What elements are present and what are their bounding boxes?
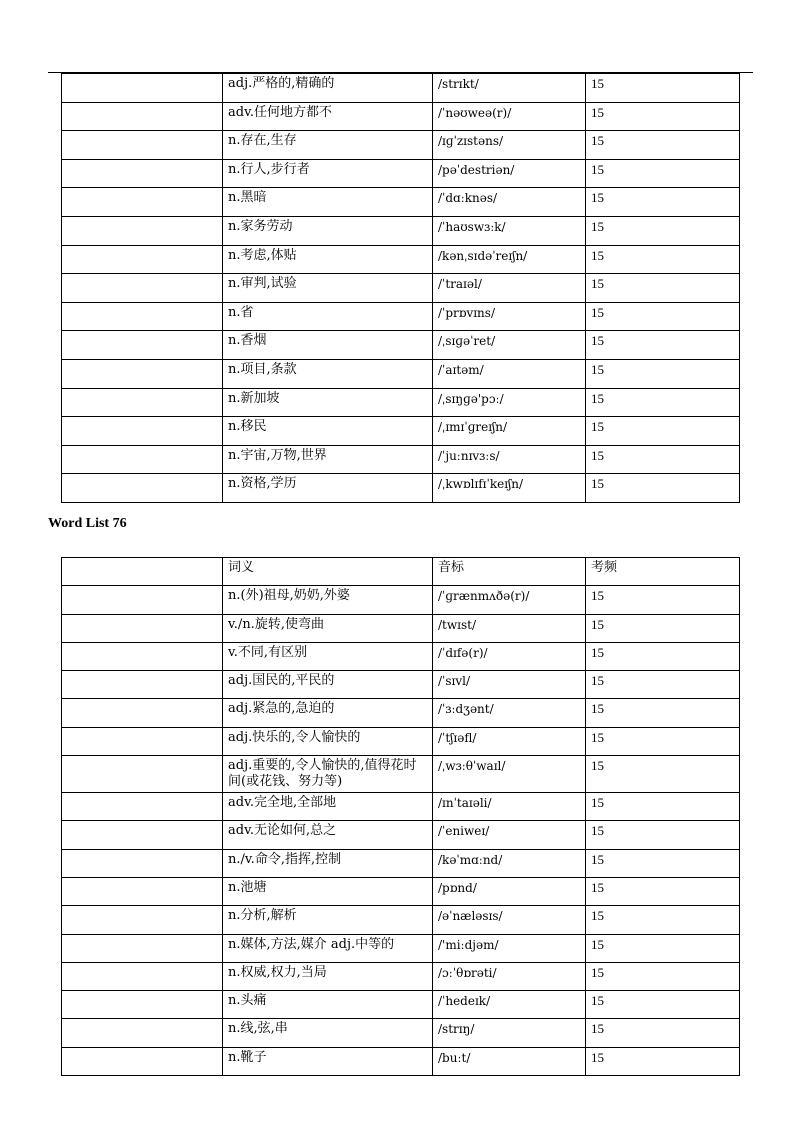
phonetic-cell: /ɪnˈtaɪəli/	[433, 793, 586, 821]
frequency-cell: 15	[586, 727, 740, 755]
phonetic-cell: /twɪst/	[433, 614, 586, 642]
frequency-cell: 15	[586, 131, 740, 160]
frequency-cell: 15	[586, 991, 740, 1019]
meaning-cell: n.行人,步行者	[223, 159, 433, 188]
phonetic-cell: /pɒnd/	[433, 877, 586, 905]
word-cell	[62, 74, 223, 103]
frequency-cell: 15	[586, 793, 740, 821]
frequency-cell: 15	[586, 877, 740, 905]
meaning-cell: n.考虑,体贴	[223, 245, 433, 274]
word-table-list-76	[61, 557, 740, 1076]
phonetic-cell: /strɪkt/	[433, 74, 586, 103]
word-cell	[62, 877, 223, 905]
table-row	[62, 877, 740, 905]
meaning-cell: n.分析,解析	[223, 906, 433, 934]
frequency-cell: 15	[586, 302, 740, 331]
phonetic-cell: /ˈeniweɪ/	[433, 821, 586, 849]
phonetic-cell: /ˈaɪtəm/	[433, 359, 586, 388]
table-row	[62, 756, 740, 793]
word-cell	[62, 962, 223, 990]
table-row	[62, 934, 740, 962]
frequency-cell: 15	[586, 1047, 740, 1075]
phonetic-cell: /ˈtraɪəl/	[433, 274, 586, 303]
phonetic-cell: /ˈjuːnɪvɜːs/	[433, 445, 586, 474]
phonetic-cell: /'miːdjəm/	[433, 934, 586, 962]
table-row	[62, 445, 740, 474]
frequency-cell: 15	[586, 102, 740, 131]
meaning-cell: n.池塘	[223, 877, 433, 905]
word-cell	[62, 245, 223, 274]
word-cell	[62, 727, 223, 755]
frequency-cell: 15	[586, 821, 740, 849]
phonetic-cell: /ˈhaʊswɜːk/	[433, 216, 586, 245]
word-cell	[62, 188, 223, 217]
word-cell	[62, 991, 223, 1019]
table-row	[62, 302, 740, 331]
word-cell	[62, 102, 223, 131]
word-cell	[62, 793, 223, 821]
table-row	[62, 642, 740, 670]
frequency-cell: 15	[586, 159, 740, 188]
word-cell	[62, 302, 223, 331]
header-meaning: 词义	[223, 558, 433, 586]
phonetic-cell: /ˈsɪvl/	[433, 671, 586, 699]
table-row	[62, 962, 740, 990]
meaning-cell: adj.紧急的,急迫的	[223, 699, 433, 727]
table-row	[62, 245, 740, 274]
word-cell	[62, 699, 223, 727]
table-row	[62, 359, 740, 388]
table-row	[62, 216, 740, 245]
table-row	[62, 849, 740, 877]
word-cell	[62, 274, 223, 303]
meaning-cell: adj.重要的,令人愉快的,值得花时间(或花钱、努力等)	[223, 756, 433, 793]
frequency-cell: 15	[586, 962, 740, 990]
table-row	[62, 388, 740, 417]
meaning-cell: n.家务劳动	[223, 216, 433, 245]
meaning-cell: n./v.命令,指挥,控制	[223, 849, 433, 877]
word-cell	[62, 445, 223, 474]
frequency-cell: 15	[586, 934, 740, 962]
word-cell	[62, 671, 223, 699]
phonetic-cell: /ˈɡrænmʌðə(r)/	[433, 586, 586, 614]
word-cell	[62, 586, 223, 614]
word-cell	[62, 934, 223, 962]
meaning-cell: v./n.旋转,使弯曲	[223, 614, 433, 642]
meaning-cell: n.靴子	[223, 1047, 433, 1075]
table-row	[62, 159, 740, 188]
word-cell	[62, 159, 223, 188]
table-row	[62, 102, 740, 131]
meaning-cell: n.移民	[223, 417, 433, 446]
frequency-cell: 15	[586, 642, 740, 670]
phonetic-cell: /buːt/	[433, 1047, 586, 1075]
meaning-cell: n.项目,条款	[223, 359, 433, 388]
word-cell	[62, 388, 223, 417]
frequency-cell: 15	[586, 245, 740, 274]
phonetic-cell: /pəˈdestriən/	[433, 159, 586, 188]
header-word-cell	[62, 558, 223, 586]
phonetic-cell: /ˈɜːdʒənt/	[433, 699, 586, 727]
table-row	[62, 793, 740, 821]
meaning-cell: n.(外)祖母,奶奶,外婆	[223, 586, 433, 614]
table-row	[62, 274, 740, 303]
table-row	[62, 188, 740, 217]
phonetic-cell: /əˈnæləsɪs/	[433, 906, 586, 934]
frequency-cell: 15	[586, 906, 740, 934]
phonetic-cell: /ˈdɑːknəs/	[433, 188, 586, 217]
meaning-cell: n.宇宙,万物,世界	[223, 445, 433, 474]
frequency-cell: 15	[586, 474, 740, 503]
word-cell	[62, 359, 223, 388]
word-cell	[62, 1047, 223, 1075]
meaning-cell: n.权威,权力,当局	[223, 962, 433, 990]
table-row	[62, 1019, 740, 1047]
table-row	[62, 1047, 740, 1075]
meaning-cell: n.存在,生存	[223, 131, 433, 160]
phonetic-cell: /ˈhedeɪk/	[433, 991, 586, 1019]
header-frequency: 考频	[586, 558, 740, 586]
word-table-continued-body	[62, 74, 740, 503]
word-table-list-76-body	[62, 558, 740, 1076]
word-cell	[62, 756, 223, 793]
frequency-cell: 15	[586, 274, 740, 303]
table-row	[62, 821, 740, 849]
phonetic-cell: /ɪɡˈzɪstəns/	[433, 131, 586, 160]
meaning-cell: n.香烟	[223, 331, 433, 360]
phonetic-cell: /strɪŋ/	[433, 1019, 586, 1047]
frequency-cell: 15	[586, 671, 740, 699]
phonetic-cell: /ˌkwɒlɪfɪˈkeɪʃn/	[433, 474, 586, 503]
table-row	[62, 727, 740, 755]
word-cell	[62, 216, 223, 245]
word-cell	[62, 642, 223, 670]
frequency-cell: 15	[586, 388, 740, 417]
frequency-cell: 15	[586, 359, 740, 388]
meaning-cell: n.头痛	[223, 991, 433, 1019]
word-cell	[62, 1019, 223, 1047]
meaning-cell: adj.严格的,精确的	[223, 74, 433, 103]
table-row	[62, 699, 740, 727]
table-row	[62, 671, 740, 699]
word-cell	[62, 821, 223, 849]
table-row	[62, 417, 740, 446]
table-row	[62, 331, 740, 360]
word-table-continued	[61, 73, 740, 503]
word-cell	[62, 331, 223, 360]
meaning-cell: n.新加坡	[223, 388, 433, 417]
frequency-cell: 15	[586, 216, 740, 245]
frequency-cell: 15	[586, 1019, 740, 1047]
meaning-cell: n.媒体,方法,媒介 adj.中等的	[223, 934, 433, 962]
table-row	[62, 614, 740, 642]
phonetic-cell: /kənˌsɪdəˈreɪʃn/	[433, 245, 586, 274]
meaning-cell: adv.无论如何,总之	[223, 821, 433, 849]
word-cell	[62, 417, 223, 446]
meaning-cell: n.线,弦,串	[223, 1019, 433, 1047]
meaning-cell: adv.完全地,全部地	[223, 793, 433, 821]
frequency-cell: 15	[586, 699, 740, 727]
table-row	[62, 906, 740, 934]
meaning-cell: n.审判,试验	[223, 274, 433, 303]
phonetic-cell: /ˌwɜːθˈwaɪl/	[433, 756, 586, 793]
table-row	[62, 131, 740, 160]
phonetic-cell: /ˌsɪɡəˈret/	[433, 331, 586, 360]
meaning-cell: adj.国民的,平民的	[223, 671, 433, 699]
phonetic-cell: /ˈprɒvɪns/	[433, 302, 586, 331]
phonetic-cell: /ˈtʃɪəfl/	[433, 727, 586, 755]
frequency-cell: 15	[586, 417, 740, 446]
meaning-cell: adj.快乐的,令人愉快的	[223, 727, 433, 755]
section-title-word-list-76: Word List 76	[48, 516, 127, 531]
table-row	[62, 991, 740, 1019]
frequency-cell: 15	[586, 614, 740, 642]
meaning-cell: adv.任何地方都不	[223, 102, 433, 131]
word-cell	[62, 131, 223, 160]
frequency-cell: 15	[586, 586, 740, 614]
frequency-cell: 15	[586, 445, 740, 474]
table-row	[62, 586, 740, 614]
frequency-cell: 15	[586, 188, 740, 217]
phonetic-cell: /kəˈmɑːnd/	[433, 849, 586, 877]
meaning-cell: n.黑暗	[223, 188, 433, 217]
frequency-cell: 15	[586, 331, 740, 360]
meaning-cell: v.不同,有区别	[223, 642, 433, 670]
word-cell	[62, 474, 223, 503]
table-row	[62, 74, 740, 103]
phonetic-cell: /ɔːˈθɒrəti/	[433, 962, 586, 990]
phonetic-cell: /ˈdɪfə(r)/	[433, 642, 586, 670]
word-cell	[62, 849, 223, 877]
meaning-cell: n.省	[223, 302, 433, 331]
frequency-cell: 15	[586, 849, 740, 877]
header-phonetic: 音标	[433, 558, 586, 586]
meaning-cell: n.资格,学历	[223, 474, 433, 503]
table-row	[62, 474, 740, 503]
word-cell	[62, 906, 223, 934]
frequency-cell: 15	[586, 74, 740, 103]
table-header-row	[62, 558, 740, 586]
word-cell	[62, 614, 223, 642]
phonetic-cell: /ˌsɪŋɡə'pɔː/	[433, 388, 586, 417]
frequency-cell: 15	[586, 756, 740, 793]
phonetic-cell: /ˈnəʊweə(r)/	[433, 102, 586, 131]
phonetic-cell: /ˌɪmɪˈɡreɪʃn/	[433, 417, 586, 446]
